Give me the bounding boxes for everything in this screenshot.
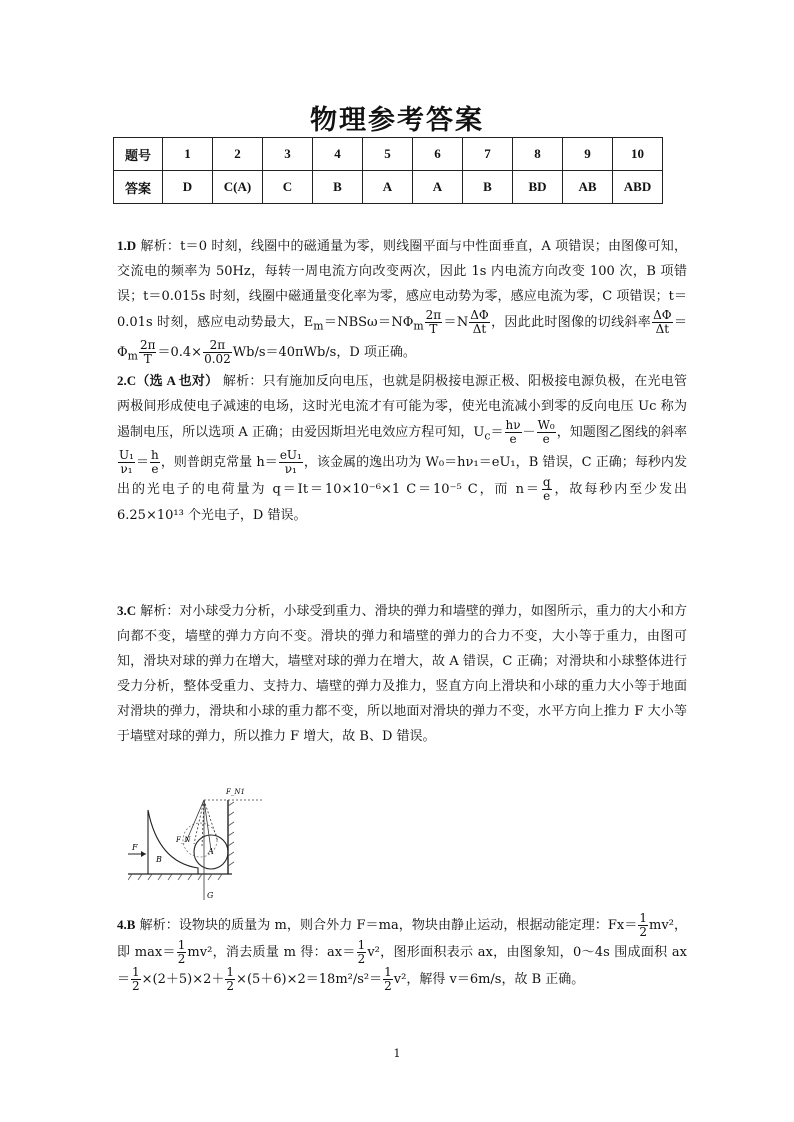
denominator: ν₁	[284, 461, 297, 476]
fraction	[279, 449, 303, 476]
fraction	[150, 449, 160, 476]
denominator: 2	[384, 979, 392, 993]
text: －	[522, 425, 536, 440]
fraction	[225, 966, 235, 993]
text: m	[413, 319, 424, 333]
denominator: 2	[132, 979, 140, 993]
table-cell: C(A)	[213, 171, 263, 204]
numerator: 1	[226, 965, 235, 979]
force-diagram	[128, 782, 268, 900]
answer-3-label: 3.C	[117, 603, 137, 618]
label-fn1: F_N1	[226, 788, 245, 796]
numerator: 1	[384, 965, 392, 979]
text: mv²，消去质量 m 得：ax＝	[187, 945, 356, 960]
page-number: 1	[393, 1047, 401, 1060]
denominator: ν₁	[120, 461, 133, 476]
answer-2-label: 2.C（选 A 也对）	[117, 373, 219, 388]
fraction	[139, 339, 157, 366]
denominator: e	[509, 432, 517, 446]
table-cell: 题号	[114, 138, 163, 171]
denominator: 0.02	[204, 351, 231, 366]
table-cell: 5	[363, 138, 413, 171]
numerator: 1	[357, 938, 366, 952]
table-cell: D	[163, 171, 213, 204]
answer-1-label: 1.D	[117, 238, 137, 253]
denominator: 2	[226, 979, 235, 993]
numerator: eU₁	[279, 447, 302, 462]
fraction	[203, 339, 232, 366]
text: ，因此此时图像的切线斜率	[490, 315, 652, 330]
table-cell: A	[413, 171, 463, 204]
answer-2-explanation	[117, 368, 687, 528]
denominator: Δt	[472, 322, 487, 336]
fraction	[505, 419, 522, 446]
denominator: e	[543, 488, 551, 503]
fraction	[118, 449, 135, 476]
table-cell: 8	[513, 138, 563, 171]
denominator: 2	[177, 952, 186, 966]
table-cell: AB	[563, 171, 613, 204]
text: ＝N	[443, 315, 469, 330]
text: 解析：只有施加反向电压，也就是阴极接电源正极、阳极接电源负极，在光电管两极间形成使电子减速的电场，这时光电流才有可能为零，使光电流减小到零的反向电压 Uc 称为遏制电压，所以选项 A 正确；由爱因斯坦光电效应方程可知，U	[117, 374, 687, 440]
page-title: 物理参考答案	[310, 105, 484, 136]
text: m	[127, 349, 138, 363]
numerator: 1	[177, 938, 186, 952]
numerator: q	[542, 474, 551, 489]
table-cell: 7	[463, 138, 513, 171]
table-cell: BD	[513, 171, 563, 204]
answer-4-explanation	[117, 912, 687, 993]
label-a: A	[208, 847, 214, 856]
table-cell: B	[313, 171, 363, 204]
numerator: 2π	[203, 339, 232, 353]
table-cell: 6	[413, 138, 463, 171]
fraction	[469, 309, 490, 336]
text: ＝	[135, 454, 150, 470]
table-cell: 10	[613, 138, 663, 171]
label-fn: F_N	[176, 836, 191, 844]
fraction	[177, 939, 187, 966]
numerator: 2π	[425, 308, 442, 322]
numerator: U₁	[119, 447, 134, 462]
table-cell: C	[263, 171, 313, 204]
numerator: h	[151, 447, 159, 462]
denominator: e	[542, 432, 550, 446]
denominator: 2	[639, 925, 648, 939]
fraction	[638, 912, 648, 939]
fraction	[425, 309, 443, 336]
fraction	[542, 476, 552, 503]
text: ＝0.4×	[157, 344, 203, 360]
label-g: G	[207, 891, 214, 900]
text: Wb/s＝40πWb/s，D 项正确。	[232, 344, 416, 360]
text: mv²，即 max＝	[117, 918, 687, 960]
numerator: ΔΦ	[653, 308, 672, 322]
text: ，故每秒内至少发出 6.25×10¹³ 个光电子，D 错误。	[117, 481, 687, 523]
fraction	[383, 966, 393, 993]
numerator: 1	[132, 965, 140, 979]
table-row	[114, 171, 663, 204]
fraction	[357, 939, 367, 966]
text: ，该金属的逸出功为 W₀＝hν₁＝eU₁，B 错误，C 正确；每秒内发出的光电子的电荷量为 q＝It＝10×10⁻⁶×1 C＝10⁻⁵ C，而 n＝	[117, 454, 687, 497]
numerator: 2π	[139, 337, 156, 352]
numerator: W₀	[537, 418, 555, 432]
ground-hatch	[128, 874, 222, 880]
denominator: Δt	[655, 322, 670, 336]
text: c	[484, 429, 491, 443]
text: ×(5＋6)×2＝18m²/s²＝	[236, 972, 383, 987]
table-cell: 9	[563, 138, 613, 171]
text: ＝NBSω＝NΦ	[323, 315, 414, 330]
slider-block	[148, 810, 198, 874]
table-row	[114, 138, 663, 171]
table-cell: 1	[163, 138, 213, 171]
denominator: e	[151, 461, 159, 476]
text: m	[313, 319, 324, 333]
numerator: hν	[505, 418, 521, 432]
arrow-head-icon	[141, 851, 146, 857]
wall-hatch	[228, 802, 234, 866]
fraction	[652, 309, 673, 336]
answer-1-explanation	[117, 233, 687, 368]
text: 解析：设物块的质量为 m，则合外力 F＝ma，物块由静止运动，根据动能定理：Fx＝	[139, 918, 638, 933]
table-cell: 2	[213, 138, 263, 171]
text: ，知题图乙图线的斜率	[556, 425, 687, 440]
text: v²，解得 v＝6m/s，故 B 正确。	[393, 972, 585, 987]
denominator: 2	[357, 952, 366, 966]
text: ＝Φ	[117, 315, 687, 360]
fraction	[537, 419, 556, 446]
fraction	[131, 966, 141, 993]
force-lines	[186, 800, 264, 900]
table-cell: ABD	[613, 171, 663, 204]
numerator: 1	[639, 911, 648, 925]
label-f: F	[132, 843, 138, 852]
text: ，则普朗克常量 h＝	[160, 454, 278, 470]
text: v²，图形面积表示 ax，由图象知，0～4s 围成面积 ax＝	[117, 945, 688, 987]
denominator: T	[429, 322, 438, 336]
numerator: ΔΦ	[470, 308, 489, 322]
text: ×(2＋5)×2＋	[141, 972, 225, 987]
text: ＝	[490, 425, 504, 440]
table-cell: 3	[263, 138, 313, 171]
answer-4-label: 4.B	[117, 917, 136, 932]
answer-3-explanation	[117, 598, 687, 749]
table-cell: B	[463, 171, 513, 204]
text: 解析：对小球受力分析，小球受到重力、滑块的弹力和墙壁的弹力，如图所示，重力的大小和方向都不变，墙壁的弹力方向不变。滑块的弹力和墙壁的弹力的合力不变，大小等于重力，由图可知，滑块对球的弹力在增大，墙壁对球的弹力在增大，故 A 错误，C 正确；对滑块和小球整体进行受力分析，整体受重力、支持力、墙壁的弹力及推力，竖直方向上滑块和小球的重力大小等于地面对滑块的弹力，滑块和小球的重力都不变，所以地面对滑块的弹力不变，水平方向上推力 F 大小等于墙壁对球的弹力，所以推力 F 增大，故 B、D 错误。	[117, 604, 687, 744]
table-cell: A	[363, 171, 413, 204]
denominator: T	[143, 351, 152, 366]
label-b: B	[156, 855, 162, 864]
table-cell: 答案	[114, 171, 163, 204]
text: 解析：t＝0 时刻，线圈中的磁通量为零，则线圈平面与中性面垂直，A 项错误；由图像可知，交流电的频率为 50Hz，每转一周电流方向改变两次，因此 1s 内电流方向改变 100 次，B 项错误；t＝0.015s 时刻，线圈中磁通量变化率为零，感应电动势为零，感应电流为零，C 项错误；t＝0.01s 时刻，感应电动势最大，E	[117, 239, 687, 330]
answer-table	[113, 137, 663, 204]
table-cell: 4	[313, 138, 363, 171]
